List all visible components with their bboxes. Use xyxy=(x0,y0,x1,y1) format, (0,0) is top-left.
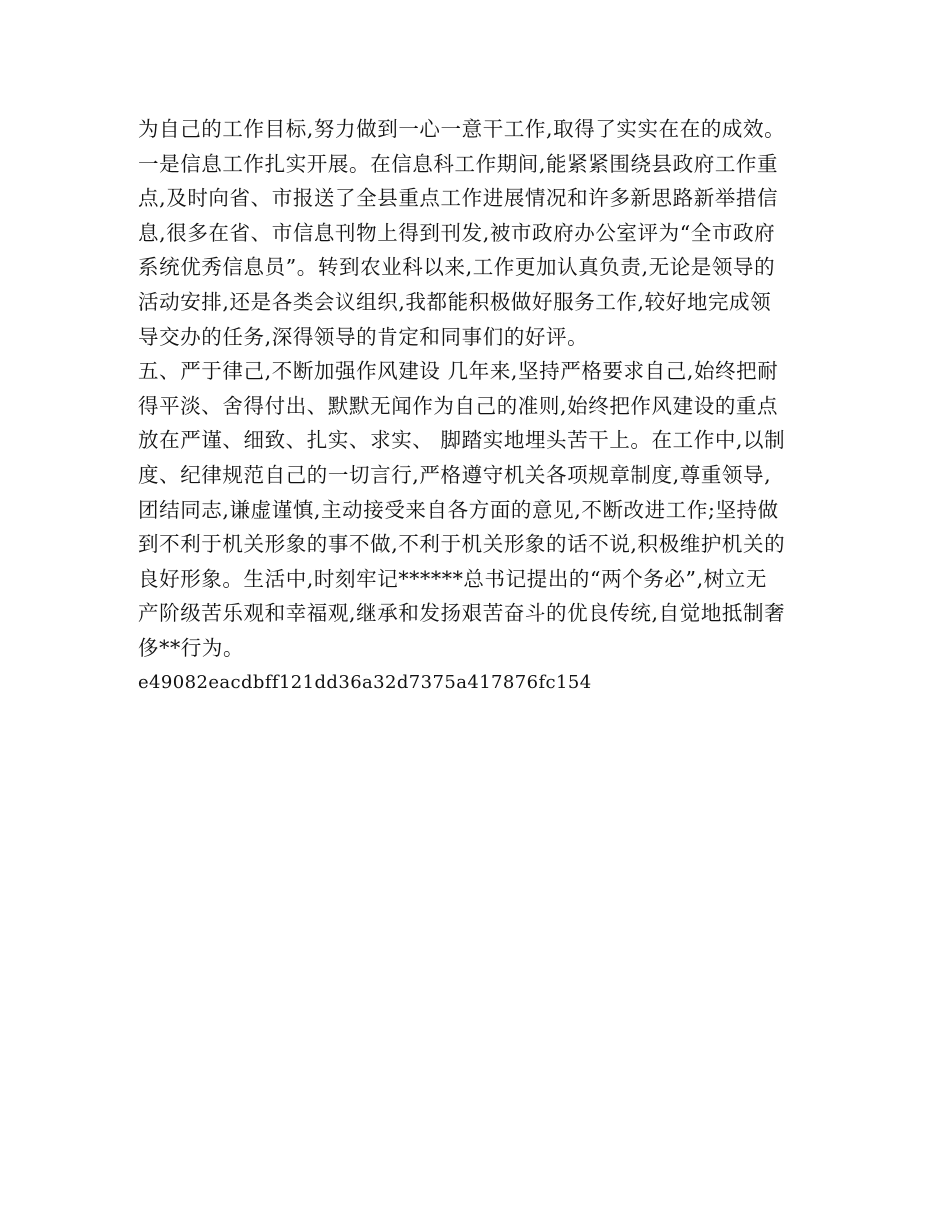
body-text-line: 侈**行为。 xyxy=(138,635,245,660)
body-text-line: 导交办的任务,深得领导的肯定和同事们的好评。 xyxy=(138,324,589,349)
body-text-line: 产阶级苦乐观和幸福观,继承和发扬艰苦奋斗的优良传统,自觉地抵制奢 xyxy=(138,601,786,626)
body-text-line: 度、纪律规范自己的一切言行,严格遵守机关各项规章制度,尊重领导, xyxy=(138,462,772,487)
document-hash-id: e49082eacdbff121dd36a32d7375a417876fc154 xyxy=(138,671,592,693)
body-text-line: 到不利于机关形象的事不做,不利于机关形象的话不说,积极维护机关的 xyxy=(138,532,786,557)
body-text-line: 五、严于律己,不断加强作风建设 几年来,坚持严格要求自己,始终把耐 xyxy=(138,359,779,384)
body-text-line: 一是信息工作扎实开展。在信息科工作期间,能紧紧围绕县政府工作重 xyxy=(138,151,779,176)
document-body xyxy=(138,112,818,700)
body-text-line: 放在严谨、细致、扎实、求实、 脚踏实地埋头苦干上。在工作中,以制 xyxy=(138,428,786,453)
body-text-line: 团结同志,谦虚谨慎,主动接受来自各方面的意见,不断改进工作;坚持做 xyxy=(138,497,779,522)
body-text-line: 得平淡、舍得付出、默默无闻作为自己的准则,始终把作风建设的重点 xyxy=(138,393,779,418)
body-text-line: 为自己的工作目标,努力做到一心一意干工作,取得了实实在在的成效。 xyxy=(138,117,786,141)
body-text-line: 活动安排,还是各类会议组织,我都能积极做好服务工作,较好地完成领 xyxy=(138,289,772,314)
body-text-line: 点,及时向省、市报送了全县重点工作进展情况和许多新思路新举措信 xyxy=(138,186,779,211)
body-text-line: 系统优秀信息员”。转到农业科以来,工作更加认真负责,无论是领导的 xyxy=(138,255,776,280)
body-text-line: 息,很多在省、市信息刊物上得到刊发,被市政府办公室评为“全市政府 xyxy=(138,220,776,245)
body-text-line: 良好形象。生活中,时刻牢记******总书记提出的“两个务必”,树立无 xyxy=(138,566,767,591)
